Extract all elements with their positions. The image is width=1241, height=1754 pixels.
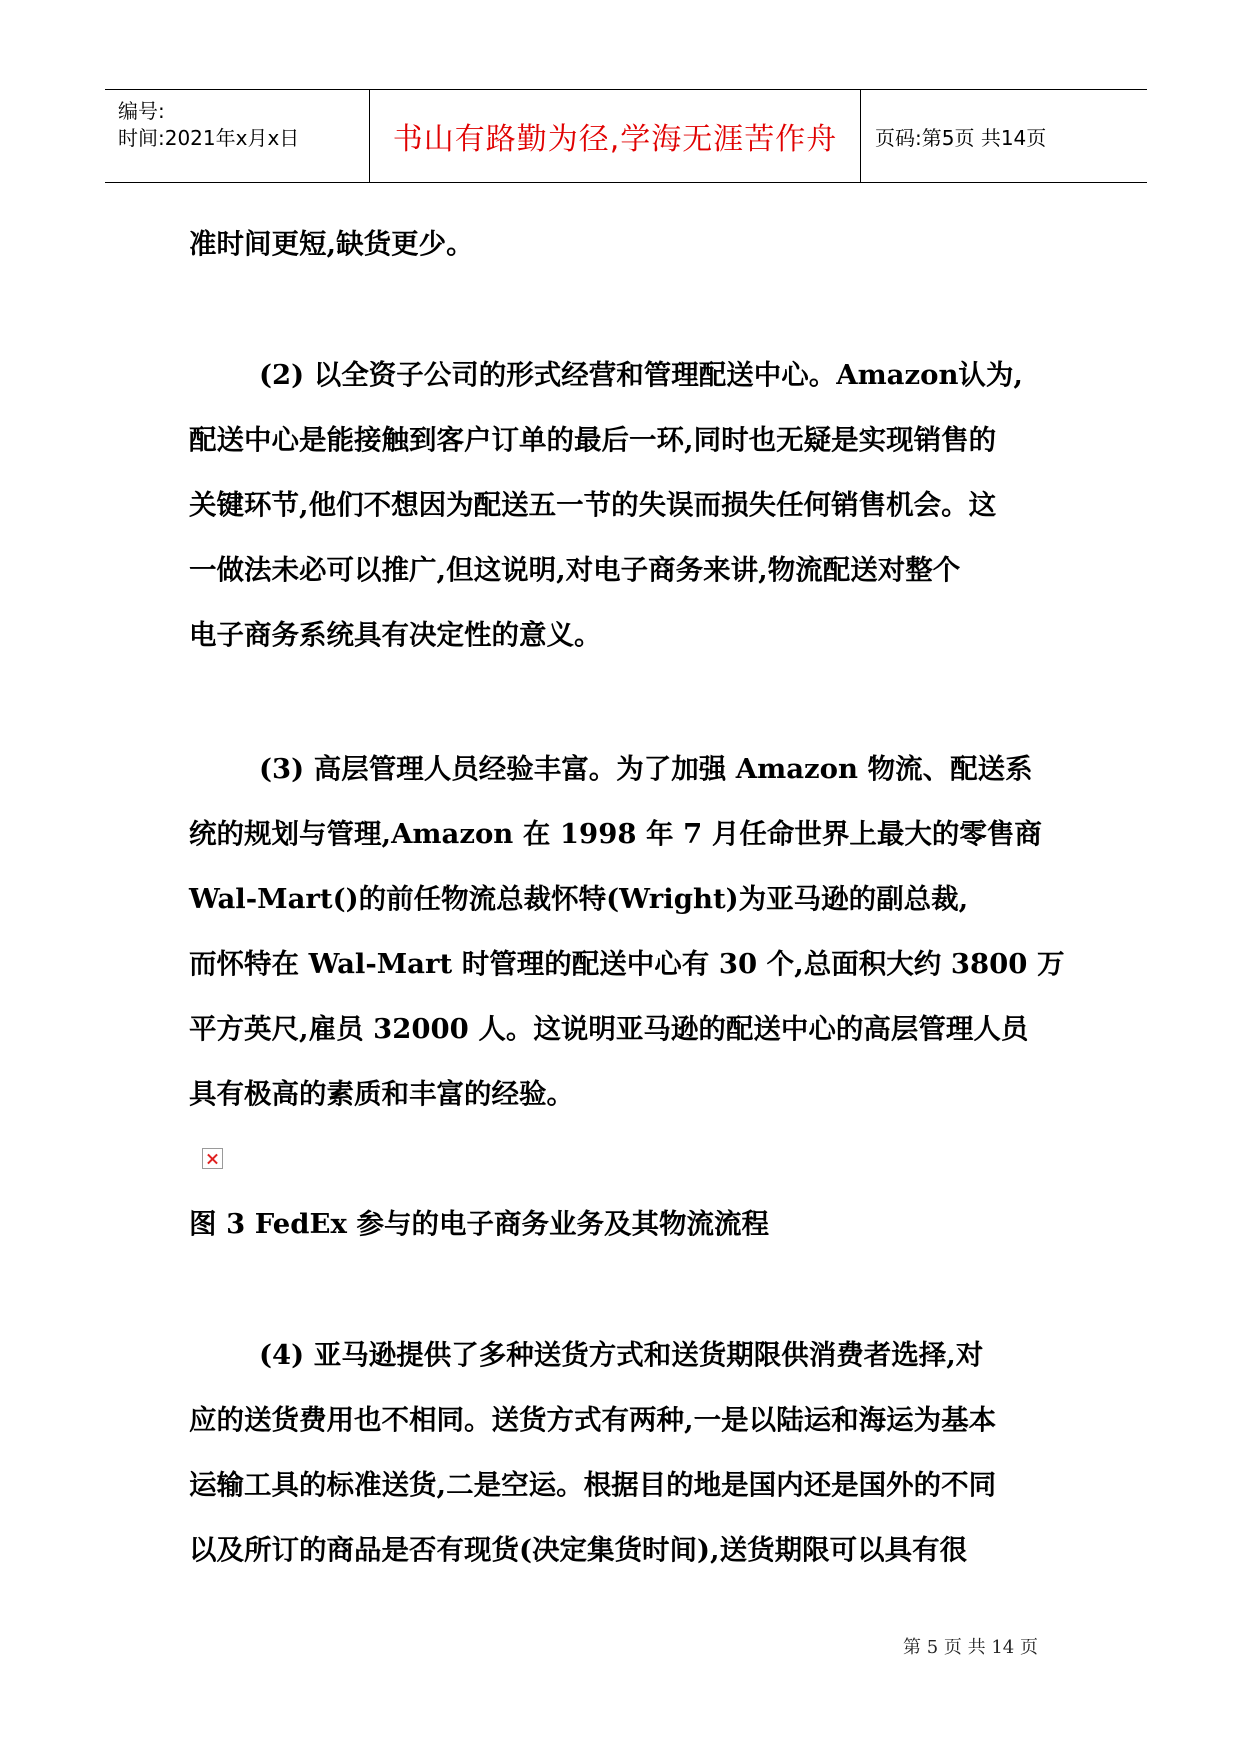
page-footer: 第 5 页 共 14 页 <box>903 1637 1038 1658</box>
paragraph-line: Wal-Mart()的前任物流总裁怀特(Wright)为亚马逊的副总裁, <box>189 883 969 915</box>
paragraph-line: (2) 以全资子公司的形式经营和管理配送中心。Amazon认为, <box>259 359 1024 391</box>
paragraph-line: 平方英尺,雇员 32000 人。这说明亚马逊的配送中心的高层管理人员 <box>189 1013 1029 1045</box>
document-number-label: 编号: <box>118 99 165 123</box>
paragraph-line: 运输工具的标准送货,二是空运。根据目的地是国内还是国外的不同 <box>189 1469 997 1501</box>
paragraph-line: 以及所订的商品是否有现货(决定集货时间),送货期限可以具有很 <box>189 1534 968 1566</box>
paragraph-line: 具有极高的素质和丰富的经验。 <box>189 1078 574 1110</box>
paragraph-line: (3) 高层管理人员经验丰富。为了加强 Amazon 物流、配送系 <box>259 753 1033 785</box>
figure-caption: 图 3 FedEx 参与的电子商务业务及其物流流程 <box>189 1208 769 1240</box>
header-page-info: 页码:第5页 共14页 <box>875 125 1047 150</box>
header-meta <box>105 90 370 182</box>
paragraph-line: 准时间更短,缺货更少。 <box>189 228 474 260</box>
paragraph-line: (4) 亚马逊提供了多种送货方式和送货期限供消费者选择,对 <box>259 1339 984 1371</box>
paragraph-line: 一做法未必可以推广,但这说明,对电子商务来讲,物流配送对整个 <box>189 554 961 586</box>
header-motto-cell <box>370 90 861 182</box>
header-page-cell <box>861 90 1147 182</box>
paragraph-line: 而怀特在 Wal-Mart 时管理的配送中心有 30 个,总面积大约 3800 万 <box>189 948 1065 980</box>
paragraph-line: 应的送货费用也不相同。送货方式有两种,一是以陆运和海运为基本 <box>189 1404 997 1436</box>
header-motto: 书山有路勤为径,学海无涯苦作舟 <box>392 122 838 157</box>
paragraph-line: 电子商务系统具有决定性的意义。 <box>189 619 602 651</box>
broken-image-icon <box>202 1148 223 1169</box>
paragraph-line: 关键环节,他们不想因为配送五一节的失误而损失任何销售机会。这 <box>189 489 997 521</box>
paragraph-line: 配送中心是能接触到客户订单的最后一环,同时也无疑是实现销售的 <box>189 424 997 456</box>
document-time-label: 时间:2021年x月x日 <box>118 126 300 150</box>
page-header <box>105 89 1147 183</box>
paragraph-line: 统的规划与管理,Amazon 在 1998 年 7 月任命世界上最大的零售商 <box>189 818 1042 850</box>
